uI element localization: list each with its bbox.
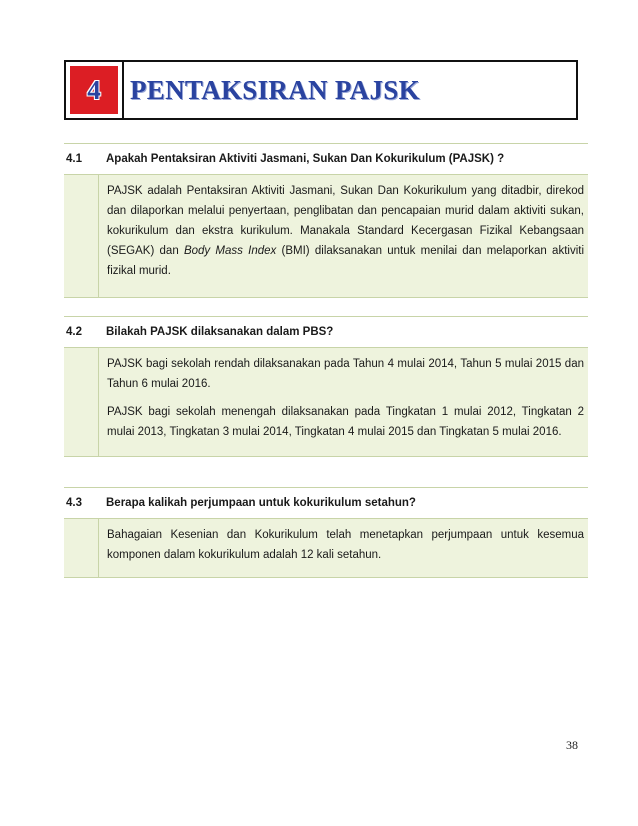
answer-body bbox=[98, 348, 588, 456]
question-row bbox=[64, 316, 588, 347]
answer-paragraph: PAJSK bagi sekolah menengah dilaksanakan pada Tingkatan 1 mulai 2012, Tingkatan 2 mulai 2013, Tingkatan 3 mulai 2014, Tingkatan 4 mulai 2015 dan Tingkatan 5 mulai 2016. bbox=[107, 406, 584, 438]
answer-paragraph bbox=[107, 181, 584, 281]
page-number: 38 bbox=[566, 738, 578, 752]
section-4-2 bbox=[64, 316, 588, 457]
question-number: 4.1 bbox=[66, 153, 82, 165]
answer-text: (BMI) dilaksanakan untuk menilai dan melaporkan aktiviti fizikal murid. bbox=[107, 245, 584, 277]
section-4-1 bbox=[64, 143, 588, 298]
answer-indent bbox=[64, 519, 98, 577]
chapter-title: PENTAKSIRAN PAJSK bbox=[130, 75, 420, 105]
question-row bbox=[64, 143, 588, 174]
chapter-header bbox=[64, 60, 578, 120]
answer-body bbox=[98, 175, 588, 297]
question-number: 4.3 bbox=[66, 497, 82, 509]
answer-italic-term: Body Mass Index bbox=[183, 245, 277, 257]
section-4-3 bbox=[64, 487, 588, 578]
answer-indent bbox=[64, 175, 98, 297]
question-number: 4.2 bbox=[66, 326, 82, 338]
answer-row bbox=[64, 174, 588, 298]
header-divider bbox=[122, 62, 124, 118]
answer-row bbox=[64, 518, 588, 578]
question-row bbox=[64, 487, 588, 518]
answer-row bbox=[64, 347, 588, 457]
answer-indent bbox=[64, 348, 98, 456]
answer-paragraph: PAJSK bagi sekolah rendah dilaksanakan pada Tahun 4 mulai 2014, Tahun 5 mulai 2015 dan Tahun 6 mulai 2016. bbox=[107, 358, 584, 390]
question-text: Berapa kalikah perjumpaan untuk kokurikulum setahun? bbox=[106, 497, 416, 509]
answer-paragraph: Bahagaian Kesenian dan Kokurikulum telah menetapkan perjumpaan untuk kesemua komponen dalam kokurikulum adalah 12 kali setahun. bbox=[107, 529, 584, 561]
answer-text: PAJSK adalah Pentaksiran Aktiviti Jasmani, Sukan Dan Kokurikulum yang ditadbir, direkod dan dilaporkan melalui penyertaan, penglibatan dan pencapaian murid dalam aktiviti sukan, kokurikulum dan ekstra kurikulum. Manakala Standard Kecergasan Fizikal Kebangsaan (SEGAK) dan bbox=[107, 185, 584, 257]
question-text: Apakah Pentaksiran Aktiviti Jasmani, Sukan Dan Kokurikulum (PAJSK) ? bbox=[106, 153, 505, 165]
chapter-number: 4 bbox=[70, 66, 118, 114]
question-text: Bilakah PAJSK dilaksanakan dalam PBS? bbox=[106, 326, 334, 338]
answer-body bbox=[98, 519, 588, 577]
